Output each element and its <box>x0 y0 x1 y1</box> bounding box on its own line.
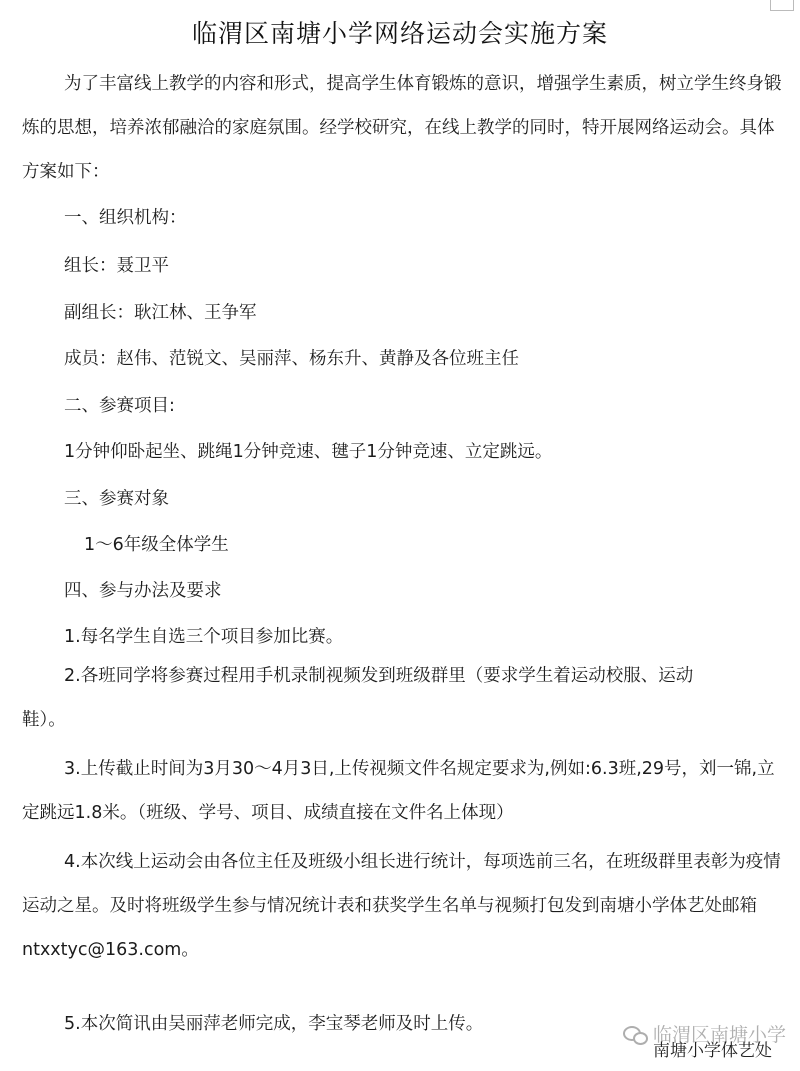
wechat-icon <box>623 1024 647 1044</box>
section2-heading: 二、参赛项目: <box>64 396 175 416</box>
members-line: 成员：赵伟、范锐文、吴丽萍、杨东升、黄静及各位班主任 <box>64 349 519 369</box>
signature: 南塘小学体艺处 <box>653 1041 772 1061</box>
participants-line: 1～6年级全体学生 <box>84 535 229 555</box>
rule-5: 5.本次简讯由吴丽萍老师完成，李宝琴老师及时上传。 <box>64 1014 484 1034</box>
leader-line: 组长：聂卫平 <box>64 256 169 276</box>
rule-3: 3.上传截止时间为3月30～4月3日,上传视频文件名规定要求为,例如:6.3班,29号，刘一锦,立定跳远1.8米。（班级、学号、项目、成绩直接在文件名上体现） <box>22 759 775 823</box>
rule-4: 4.本次线上运动会由各位主任及班级小组长进行统计，每项选前三名，在班级群里表彰为疫情运动之星。及时将班级学生参与情况统计表和获奖学生名单与视频打包发到南塘小学体艺处邮箱 ntxxtyc@163.com。 <box>22 852 781 960</box>
section4-heading: 四、参与办法及要求 <box>64 581 222 601</box>
watermark-text: 临渭区南塘小学 <box>652 1024 786 1046</box>
rule-2: 2.各班同学将参赛过程用手机录制视频发到班级群里（要求学生着运动校服、运动鞋）。 <box>22 666 694 730</box>
section3-heading: 三、参赛对象 <box>64 489 169 509</box>
section1-heading: 一、组织机构： <box>64 208 187 228</box>
events-line: 1分钟仰卧起坐、跳绳1分钟竞速、毽子1分钟竞速、立定跳远。 <box>64 442 553 462</box>
vice-leader-line: 副组长：耿江林、王争军 <box>64 303 257 323</box>
corner-mark <box>770 0 794 11</box>
rule-1: 1.每名学生自选三个项目参加比赛。 <box>64 627 344 647</box>
document-title: 临渭区南塘小学网络运动会实施方案 <box>191 19 608 48</box>
intro-paragraph: 为了丰富线上教学的内容和形式，提高学生体育锻炼的意识，增强学生素质，树立学生终身锻炼的思想，培养浓郁融洽的家庭氛围。经学校研究，在线上教学的同时，特开展网络运动会。具体方案如下： <box>22 74 782 182</box>
